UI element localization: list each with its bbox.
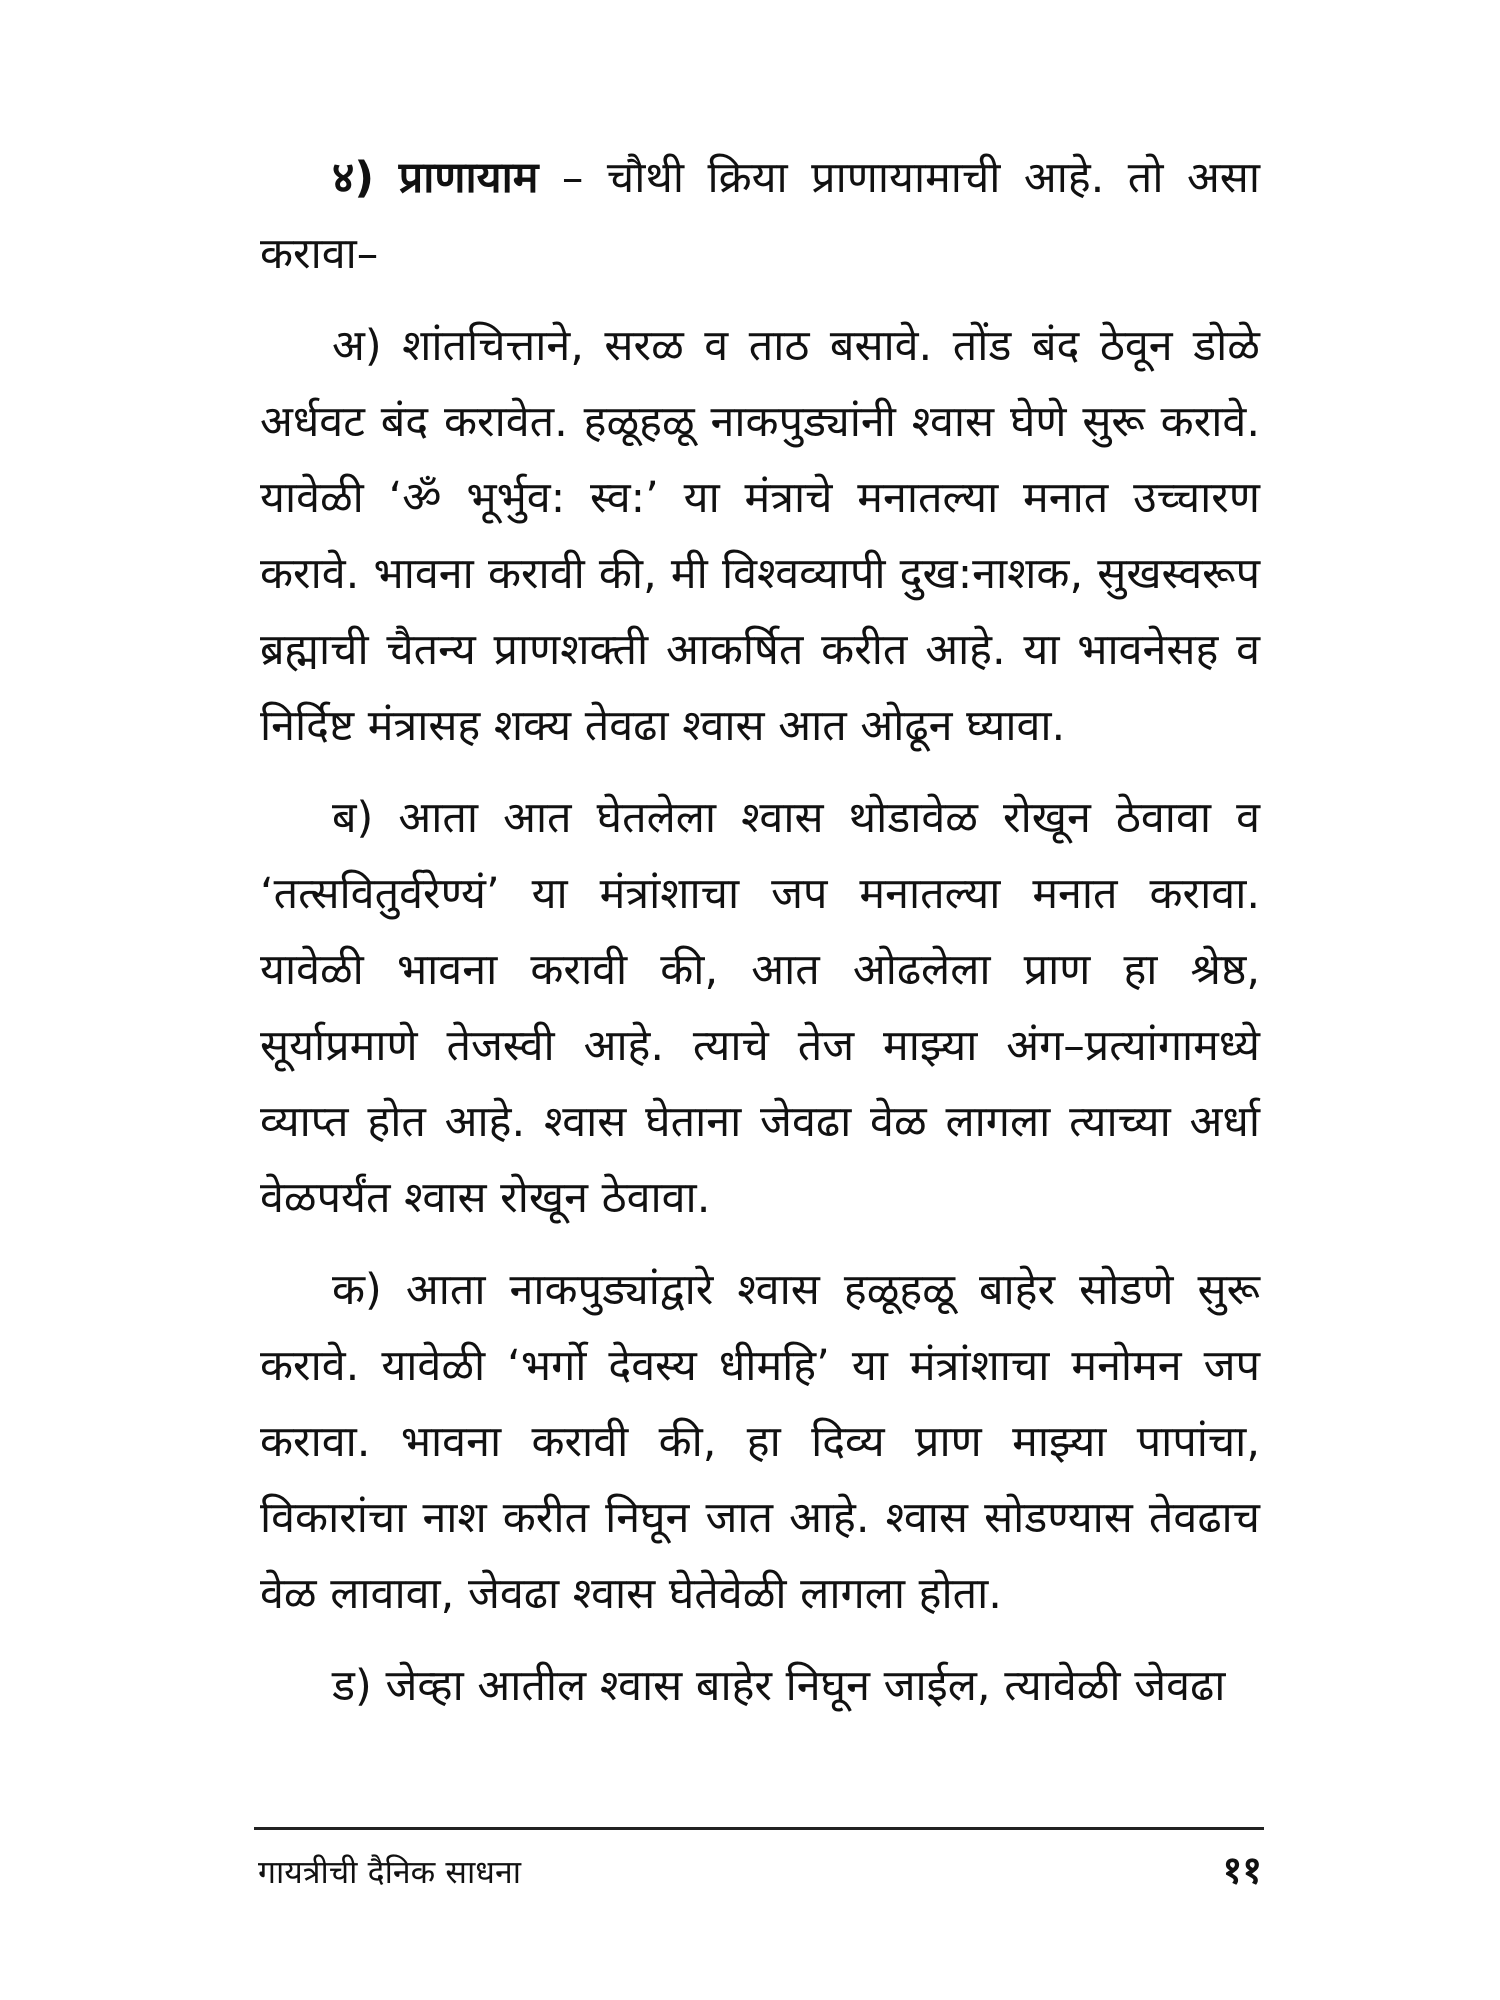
section-heading: ४) प्राणायाम xyxy=(332,153,539,203)
paragraph-step-c: क) आता नाकपुड्यांद्वारे श्वास हळूहळू बाहेर सोडणे सुरू करावे. यावेळी ‘भर्गो देवस्य धीमहि’ या मंत्रांशाचा मनोमन जप करावा. भावना करावी की, हा दिव्य प्राण माझ्या पापांचा, विकारांचा नाश करीत निघून जात आहे. श्वास सोडण्यास तेवढाच वेळ लावावा, जेवढा श्वास घेतेवेळी लागला होता. xyxy=(260,1265,1260,1619)
page-body xyxy=(260,140,1260,1740)
page-number: ११ xyxy=(1222,1848,1262,1892)
paragraph-step-b: ब) आता आत घेतलेला श्वास थोडावेळ रोखून ठेवावा व ‘तत्सवितुर्वरेण्यं’ या मंत्रांशाचा जप मनातल्या मनात करावा. यावेळी भावना करावी की, आत ओढलेला प्राण हा श्रेष्ठ, सूर्याप्रमाणे तेजस्वी आहे. त्याचे तेज माझ्या अंग–प्रत्यांगामध्ये व्याप्त होत आहे. श्वास घेताना जेवढा वेळ लागला त्याच्या अर्धा वेळपर्यंत श्वास रोखून ठेवावा. xyxy=(260,793,1260,1223)
section-intro-text: – चौथी क्रिया प्राणायामाची आहे. तो असा करावा– xyxy=(260,153,1261,279)
footer-book-title: गायत्रीची दैनिक साधना xyxy=(258,1853,522,1891)
paragraph-pranayam-intro xyxy=(260,140,1260,292)
paragraph-step-d: ड) जेव्हा आतील श्वास बाहेर निघून जाईल, त्यावेळी जेवढा xyxy=(332,1661,1226,1711)
footer-divider xyxy=(254,1827,1264,1830)
paragraph-step-a: अ) शांतचित्ताने, सरळ व ताठ बसावे. तोंड बंद ठेवून डोळे अर्धवट बंद करावेत. हळूहळू नाकपुड्यांनी श्वास घेणे सुरू करावे. यावेळी ‘ॐ भूर्भुव: स्व:’ या मंत्राचे मनातल्या मनात उच्चारण करावे. भावना करावी की, मी विश्वव्यापी दुख:नाशक, सुखस्वरूप ब्रह्माची चैतन्य प्राणशक्ती आकर्षित करीत आहे. या भावनेसह व निर्दिष्ट मंत्रासह शक्य तेवढा श्वास आत ओढून घ्यावा. xyxy=(260,321,1260,751)
